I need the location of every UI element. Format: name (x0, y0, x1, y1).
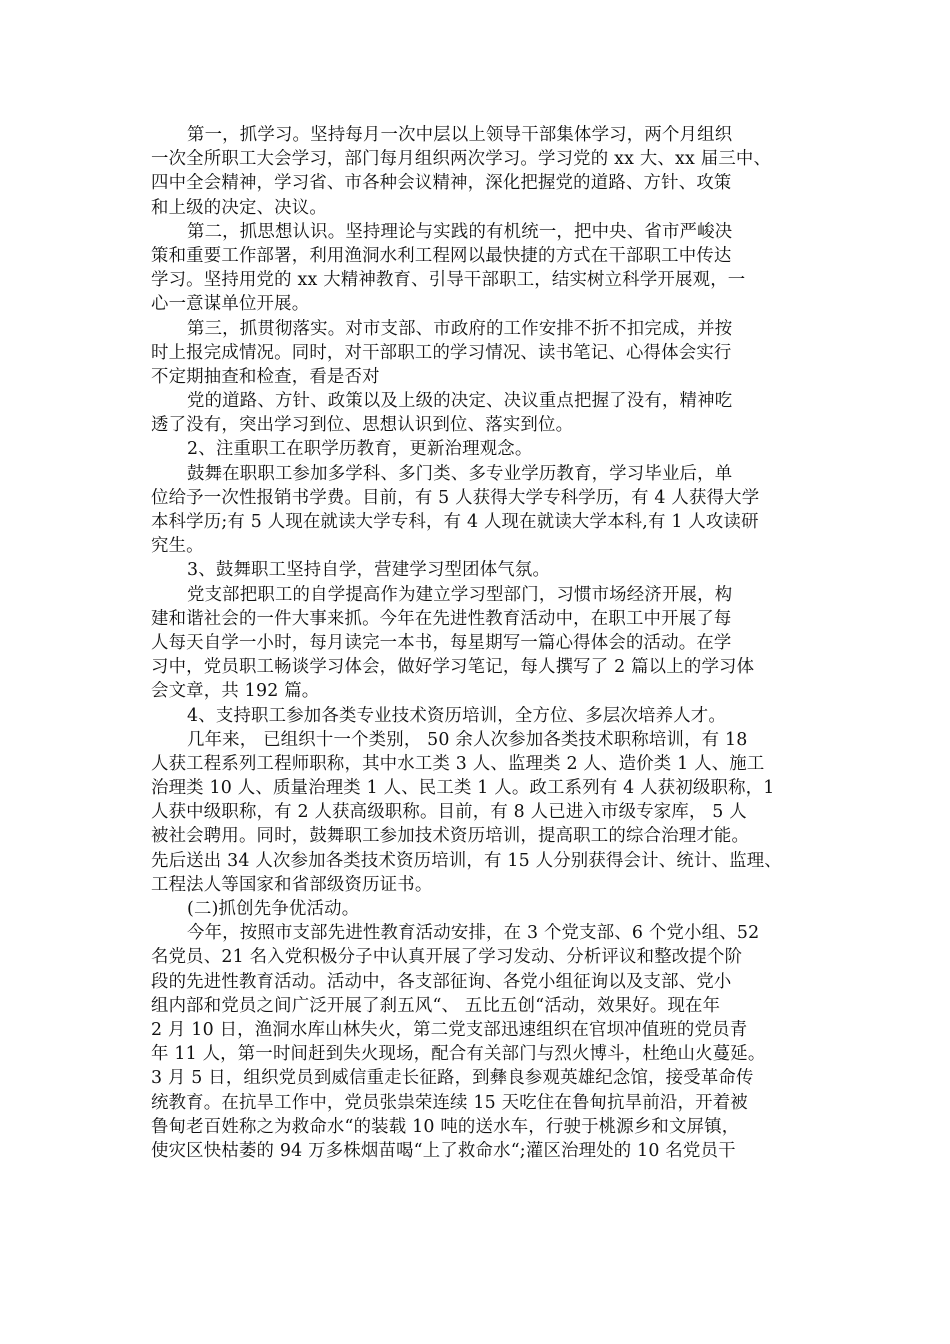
paragraph-line: 时上报完成情况。同时，对干部职工的学习情况、读书笔记、心得体会实行 (151, 342, 732, 363)
paragraph-line: 会文章，共 192 篇。 (151, 681, 320, 702)
paragraph-first-line: 3、鼓舞职工坚持自学，营建学习型团体气氛。 (187, 560, 551, 581)
paragraph-line: 和上级的决定、决议。 (151, 197, 327, 218)
paragraph-line: 组内部和党员之间广泛开展了刹五风“、 五比五创“活动，效果好。现在年 (151, 995, 721, 1016)
paragraph-line: 四中全会精神，学习省、市各种会议精神，深化把握党的道路、方针、攻策 (151, 173, 732, 194)
paragraph-line: 人获中级职称，有 2 人获高级职称。目前，有 8 人已进入市级专家库， 5 人 (151, 802, 747, 823)
paragraph-first-line: 第一，抓学习。坚持每月一次中层以上领导干部集体学习，两个月组织 (187, 125, 733, 145)
paragraph-first-line: 鼓舞在职职工参加多学科、多门类、多专业学历教育，学习毕业后，单 (187, 463, 733, 484)
paragraph-line: 策和重要工作部署，利用渔洞水利工程网以最快捷的方式在干部职工中传达 (151, 245, 732, 266)
paragraph-line: 究生。 (151, 536, 204, 557)
paragraph-first-line: 4、支持职工参加各类专业技术资历培训，全方位、多层次培养人才。 (187, 705, 726, 726)
paragraph-line: 段的先进性教育活动。活动中，各支部征询、各党小组征询以及支部、党小 (151, 971, 732, 992)
document-body (151, 123, 821, 1163)
paragraph-line: 学习。坚持用党的 xx 大精神教育、引导干部职工，结实树立科学开展观，一 (151, 270, 746, 291)
paragraph-first-line: 2、注重职工在职学历教育，更新治理观念。 (187, 439, 533, 460)
paragraph-line: 年 11 人，第一时间赶到失火现场，配合有关部门与烈火博斗，杜绝山火蔓延。 (151, 1044, 766, 1065)
paragraph-first-line: 今年，按照市支部先进性教育活动安排，在 3 个党支部、6 个党小组、52 (187, 923, 760, 944)
paragraph-line: 透了没有，突出学习到位、思想认识到位、落实到位。 (151, 415, 574, 436)
paragraph-line: 习中，党员职工畅谈学习体会，做好学习笔记，每人撰写了 2 篇以上的学习体 (151, 657, 755, 678)
paragraph-line: 一次全所职工大会学习，部门每月组织两次学习。学习党的 xx 大、xx 届三中、 (151, 149, 772, 170)
paragraph-line: 人获工程系列工程师职称，其中水工类 3 人、监理类 2 人、造价类 1 人、施工 (151, 753, 765, 774)
paragraph-line: 不定期抽查和检查，看是否对 (151, 366, 380, 387)
paragraph-line: 位给予一次性报销书学费。目前，有 5 人获得大学专科学历，有 4 人获得大学 (151, 487, 760, 508)
paragraph-line: 心一意谋单位开展。 (151, 294, 310, 315)
paragraph-line: 3 月 5 日，组织党员到威信重走长征路，到彝良参观英雄纪念馆，接受革命传 (151, 1068, 754, 1089)
paragraph-line: 工程法人等国家和省部级资历证书。 (151, 874, 433, 895)
paragraph-line: 本科学历;有 5 人现在就读大学专科，有 4 人现在就读大学本科,有 1 人攻读研 (151, 512, 759, 532)
paragraph-line: 使灾区快枯萎的 94 万多株烟苗喝“上了救命水“;灌区治理处的 10 名党员干 (151, 1140, 736, 1161)
paragraph-first-line: 第三，抓贯彻落实。对市支部、市政府的工作安排不折不扣完成，并按 (187, 318, 733, 339)
paragraph-line: 先后送出 34 人次参加各类技术资历培训，有 15 人分别获得会计、统计、监理、 (151, 850, 782, 871)
paragraph-first-line: (二)抓创先争优活动。 (187, 899, 360, 919)
paragraph-line: 治理类 10 人、质量治理类 1 人、民工类 1 人。政工系列有 4 人获初级职称，1 (151, 778, 775, 799)
paragraph-line: 建和谐社会的一件大事来抓。今年在先进性教育活动中，在职工中开展了每 (151, 608, 732, 629)
paragraph-first-line: 党支部把职工的自学提高作为建立学习型部门，习惯市场经济开展，构 (187, 584, 733, 605)
paragraph-line: 2 月 10 日，渔洞水库山林失火，第二党支部迅速组织在官坝冲值班的党员青 (151, 1019, 748, 1040)
paragraph-line: 名党员、21 名入党积极分子中认真开展了学习发动、分析评议和整改提个阶 (151, 947, 743, 968)
paragraph-first-line: 几年来， 已组织十一个类别， 50 余人次参加各类技术职称培训，有 18 (187, 729, 748, 750)
paragraph-line: 鲁甸老百姓称之为救命水“的装载 10 吨的送水车，行驶于桃源乡和文屏镇， (151, 1116, 740, 1137)
paragraph-line: 被社会聘用。同时，鼓舞职工参加技术资历培训，提高职工的综合治理才能。 (151, 826, 750, 847)
paragraph-line: 人每天自学一小时，每月读完一本书，每星期写一篇心得体会的活动。在学 (151, 632, 732, 653)
paragraph-first-line: 第二，抓思想认识。坚持理论与实践的有机统一，把中央、省市严峻决 (187, 221, 733, 242)
paragraph-line: 统教育。在抗旱工作中，党员张祟荣连续 15 天吃住在鲁甸抗旱前沿，开着被 (151, 1092, 748, 1113)
paragraph-first-line: 党的道路、方针、政策以及上级的决定、决议重点把握了没有，精神吃 (187, 391, 733, 412)
